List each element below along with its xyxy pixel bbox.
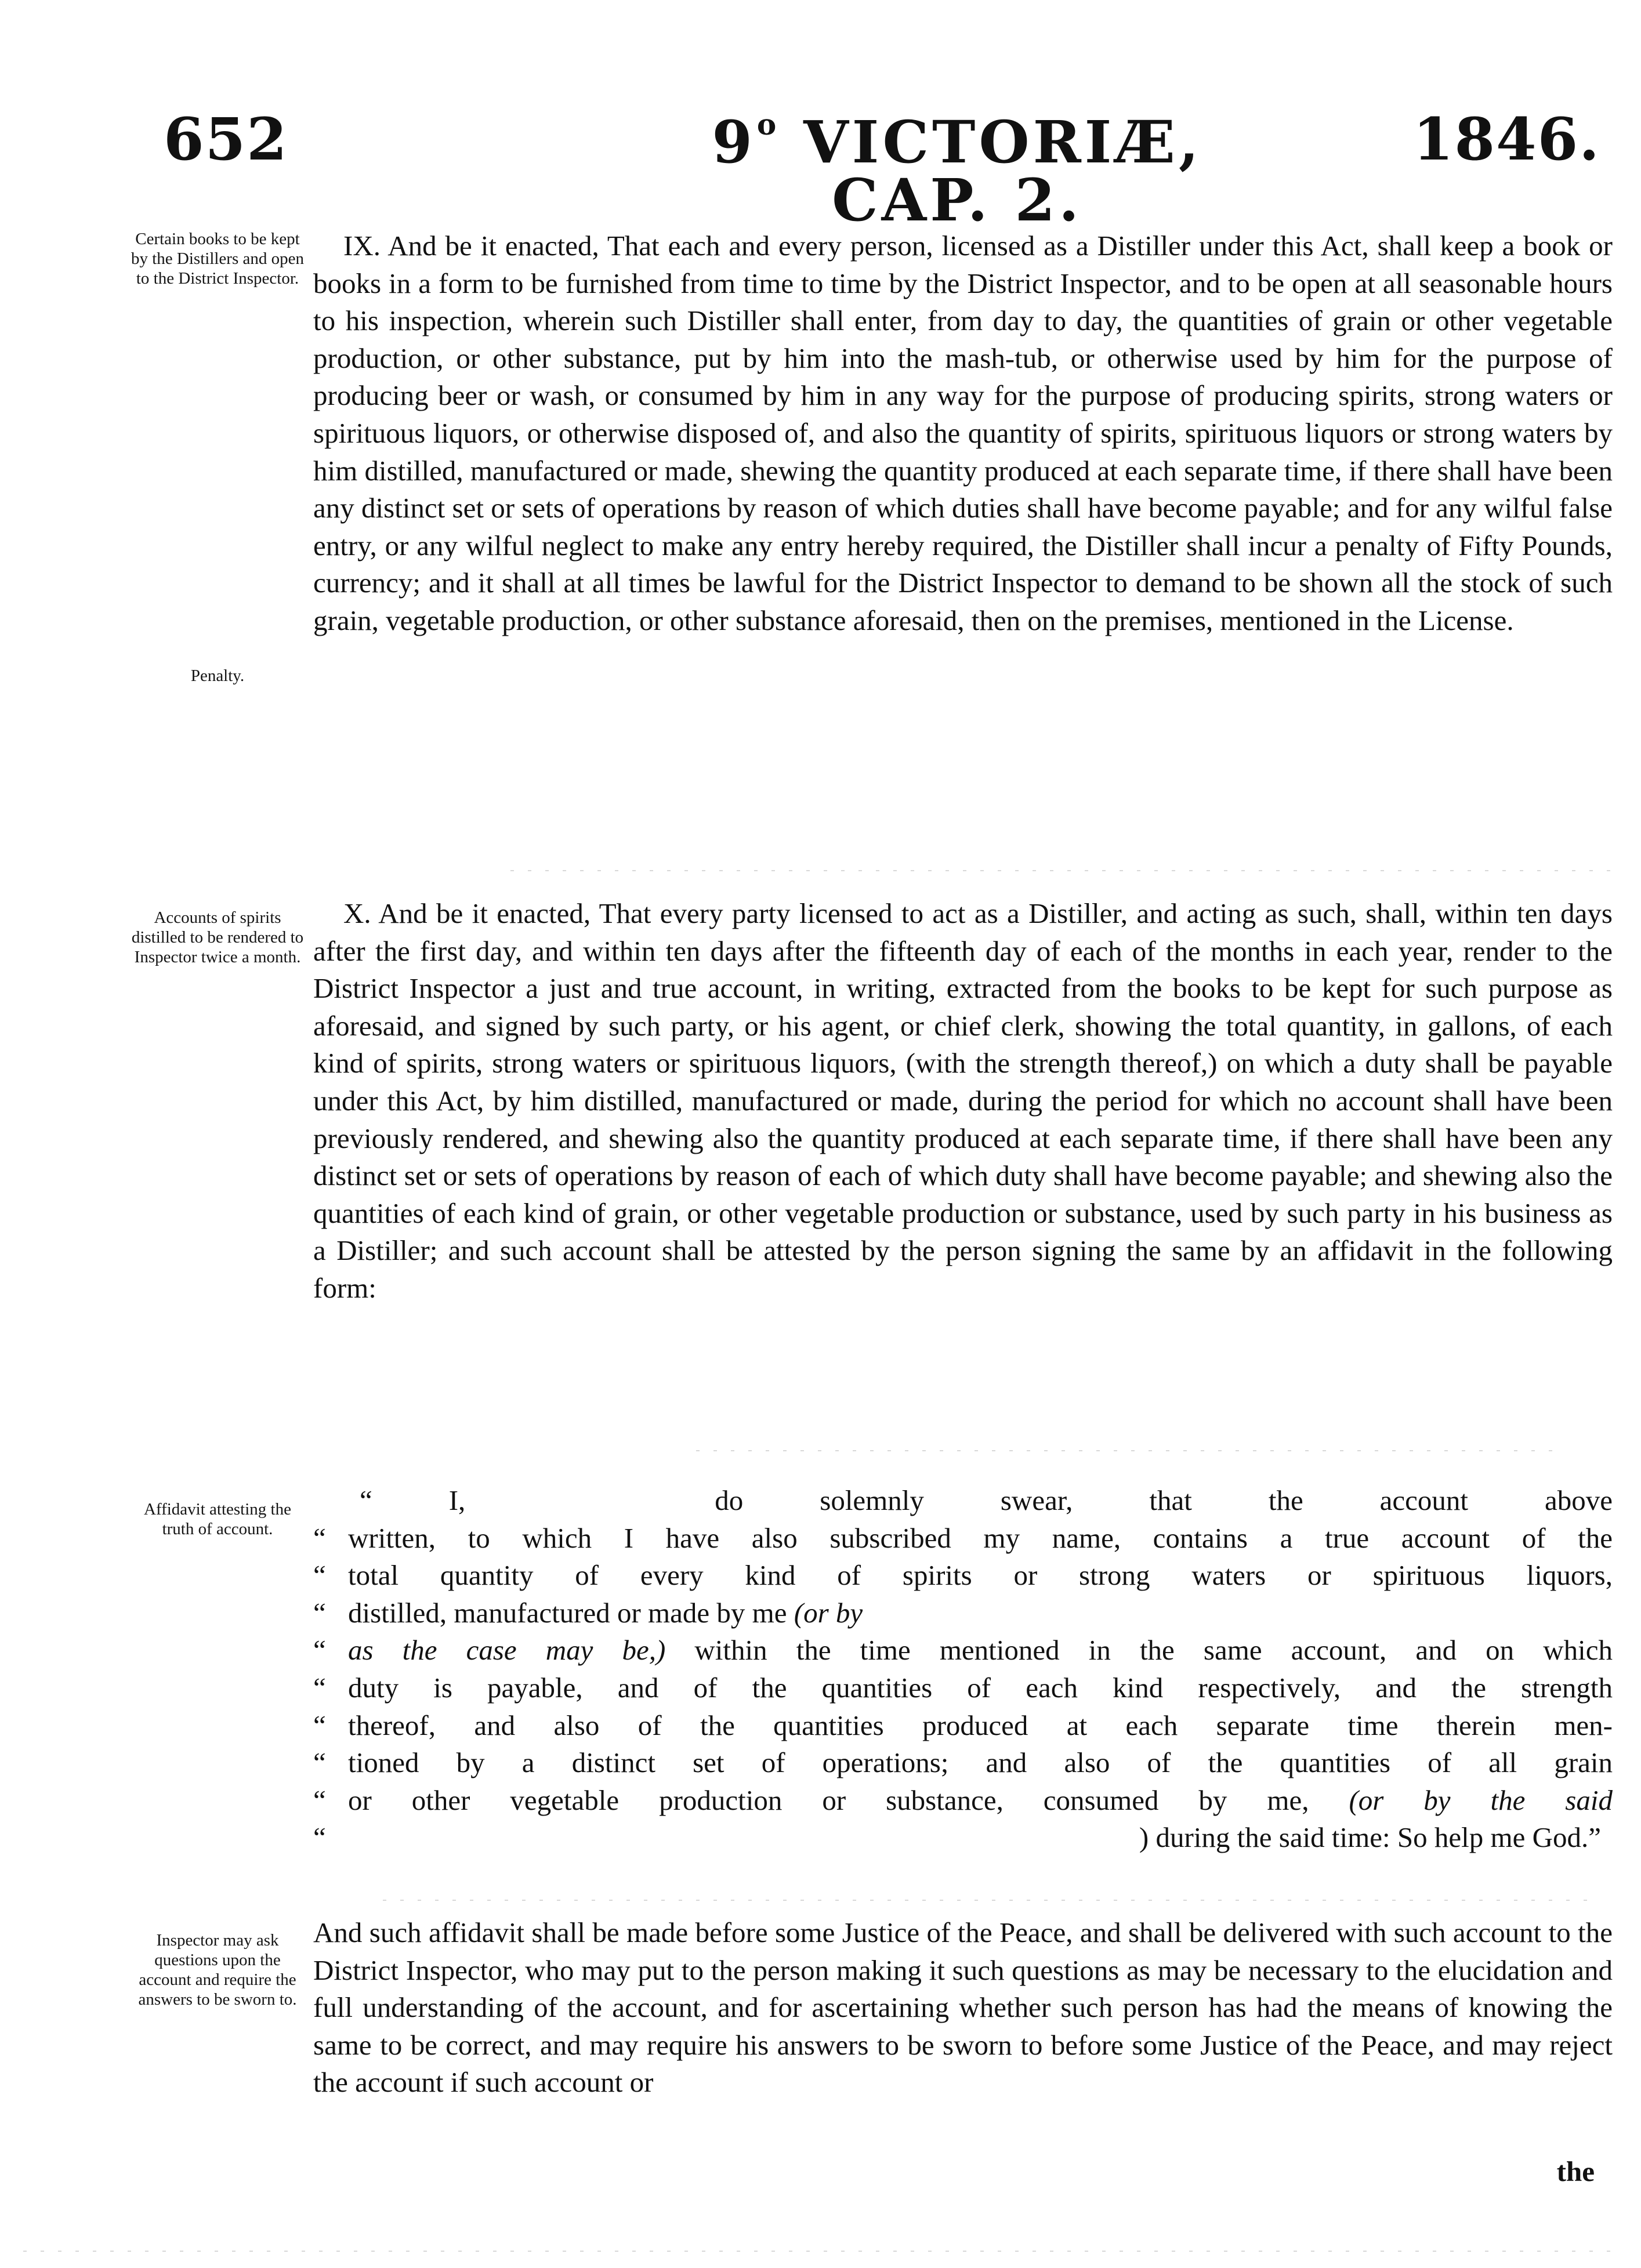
year: 1846. (1412, 105, 1600, 173)
affidavit-form (313, 1482, 1613, 1857)
affidavit-line: “ ) during the said time: So help me God.” (313, 1821, 1601, 1854)
page-number: 652 (164, 105, 288, 173)
scan-noise (383, 1900, 1601, 1901)
affidavit-line: “ duty is payable, and of the quantities of each kind respectively, and the strength (313, 1671, 1613, 1704)
closing-paragraph: And such affidavit shall be made before some Justice of the Peace, and shall be delivered with such account to the District Inspector, who may put to the person making it such questions as may be necessary to the elucidation and full understanding of the account, and for ascertaining whether such person has had the means of knowing the same to be correct, and may require his answers to be sworn to before some Justice of the Peace, and may reject the account if such account or (313, 1916, 1613, 2099)
regnal-number: 9 (712, 108, 756, 176)
section-x-text: X. And be it enacted, That every party licensed to act as a Distiller, and acting as such, shall, within ten days after the first day, and within ten days after the fifteenth day of each of the months in each year, render to the District Inspector a just and true account, in writing, extracted from the books to be kept for such purpose as aforesaid, and signed by such party, or his agent, or chief clerk, showing the total quantity, in gallons, of each kind of spirits, strong waters or spirituous liquors, (with the strength thereof,) on which a duty shall be payable under this Act, by him distilled, manufactured or made, during the period for which no account shall have been previously rendered, and shewing also the quantity produced at each separate time, if there shall have been any distinct set or sets of operations by reason of each of which duty shall have become payable; and shewing also the quantities of each kind of grain, or other vegetable production or substance, used by such party in his business as a Distiller; and such account shall be attested by the person signing the same by an affidavit in the following form: (313, 897, 1613, 1304)
affidavit-line: “ distilled, manufactured or made by me (or by (313, 1596, 863, 1629)
section-x (313, 895, 1613, 1307)
affidavit-line: “ written, to which I have also subscribed my name, contains a true account of the (313, 1521, 1613, 1554)
catchword: the (1556, 2155, 1595, 2187)
affidavit-line: “ I, do solemnly swear, that the account above (360, 1484, 1613, 1516)
margin-note-penalty: Penalty. (190, 666, 245, 685)
section-ix-text: IX. And be it enacted, That each and every person, licensed as a Distiller under this Act, shall keep a book or books in a form to be furnished from time to time by the District Inspector, and to be open at all seasonable hours to his inspection, wherein such Distiller shall enter, from day to day, the quantities of grain or other vegetable production, or other substance, put by him into the mash-tub, or otherwise used by him for the purpose of producing beer or wash, or consumed by him in any way for the purpose of producing spirits, strong waters or spirituous liquors, or otherwise disposed of, and also the quantity of spirits, spirituous liquors or strong waters by him distilled, manufactured or made, shewing the quantity produced at each separate time, if there shall have been any distinct set or sets of operations by reason of which duties shall have become payable; and for any wilful false entry, or any wilful neglect to make any entry hereby required, the Distiller shall incur a penalty of Fifty Pounds, currency; and it shall at all times be lawful for the District Inspector to demand to be shown all the stock of such grain, vegetable production, or other substance aforesaid, then on the premises, mentioned in the License. (313, 230, 1613, 636)
affidavit-line: “ or other vegetable production or substance, consumed by me, (or by the said (313, 1784, 1613, 1816)
scan-noise (696, 1450, 1566, 1451)
act-title: VICTORIÆ, CAP. 2. (803, 108, 1202, 234)
margin-note-affidavit: Affidavit attesting the truth of account. (144, 1500, 291, 1538)
margin-note-inspector-questions: Inspector may ask questions upon the account and require the answers to be sworn to. (138, 1931, 297, 2009)
margin-note-books: Certain books to be kept by the Distillers and open to the District Inspector. (131, 230, 304, 288)
affidavit-line: “ as the case may be,) within the time mentioned in the same account, and on which (313, 1634, 1613, 1666)
affidavit-line: “ total quantity of every kind of spirits or strong waters or spirituous liquors, (313, 1559, 1613, 1592)
section-ix (313, 227, 1613, 640)
regnal-superscript: o (756, 107, 780, 142)
scan-noise (510, 870, 1613, 871)
running-title (638, 107, 1276, 234)
affidavit-line: “ thereof, and also of the quantities produced at each separate time therein men- (313, 1709, 1613, 1741)
scan-noise (23, 2251, 1624, 2252)
affidavit-line: “ tioned by a distinct set of operations; and also of the quantities of all grain (313, 1747, 1613, 1779)
margin-note-accounts: Accounts of spirits distilled to be rendered to Inspector twice a month. (131, 908, 304, 966)
